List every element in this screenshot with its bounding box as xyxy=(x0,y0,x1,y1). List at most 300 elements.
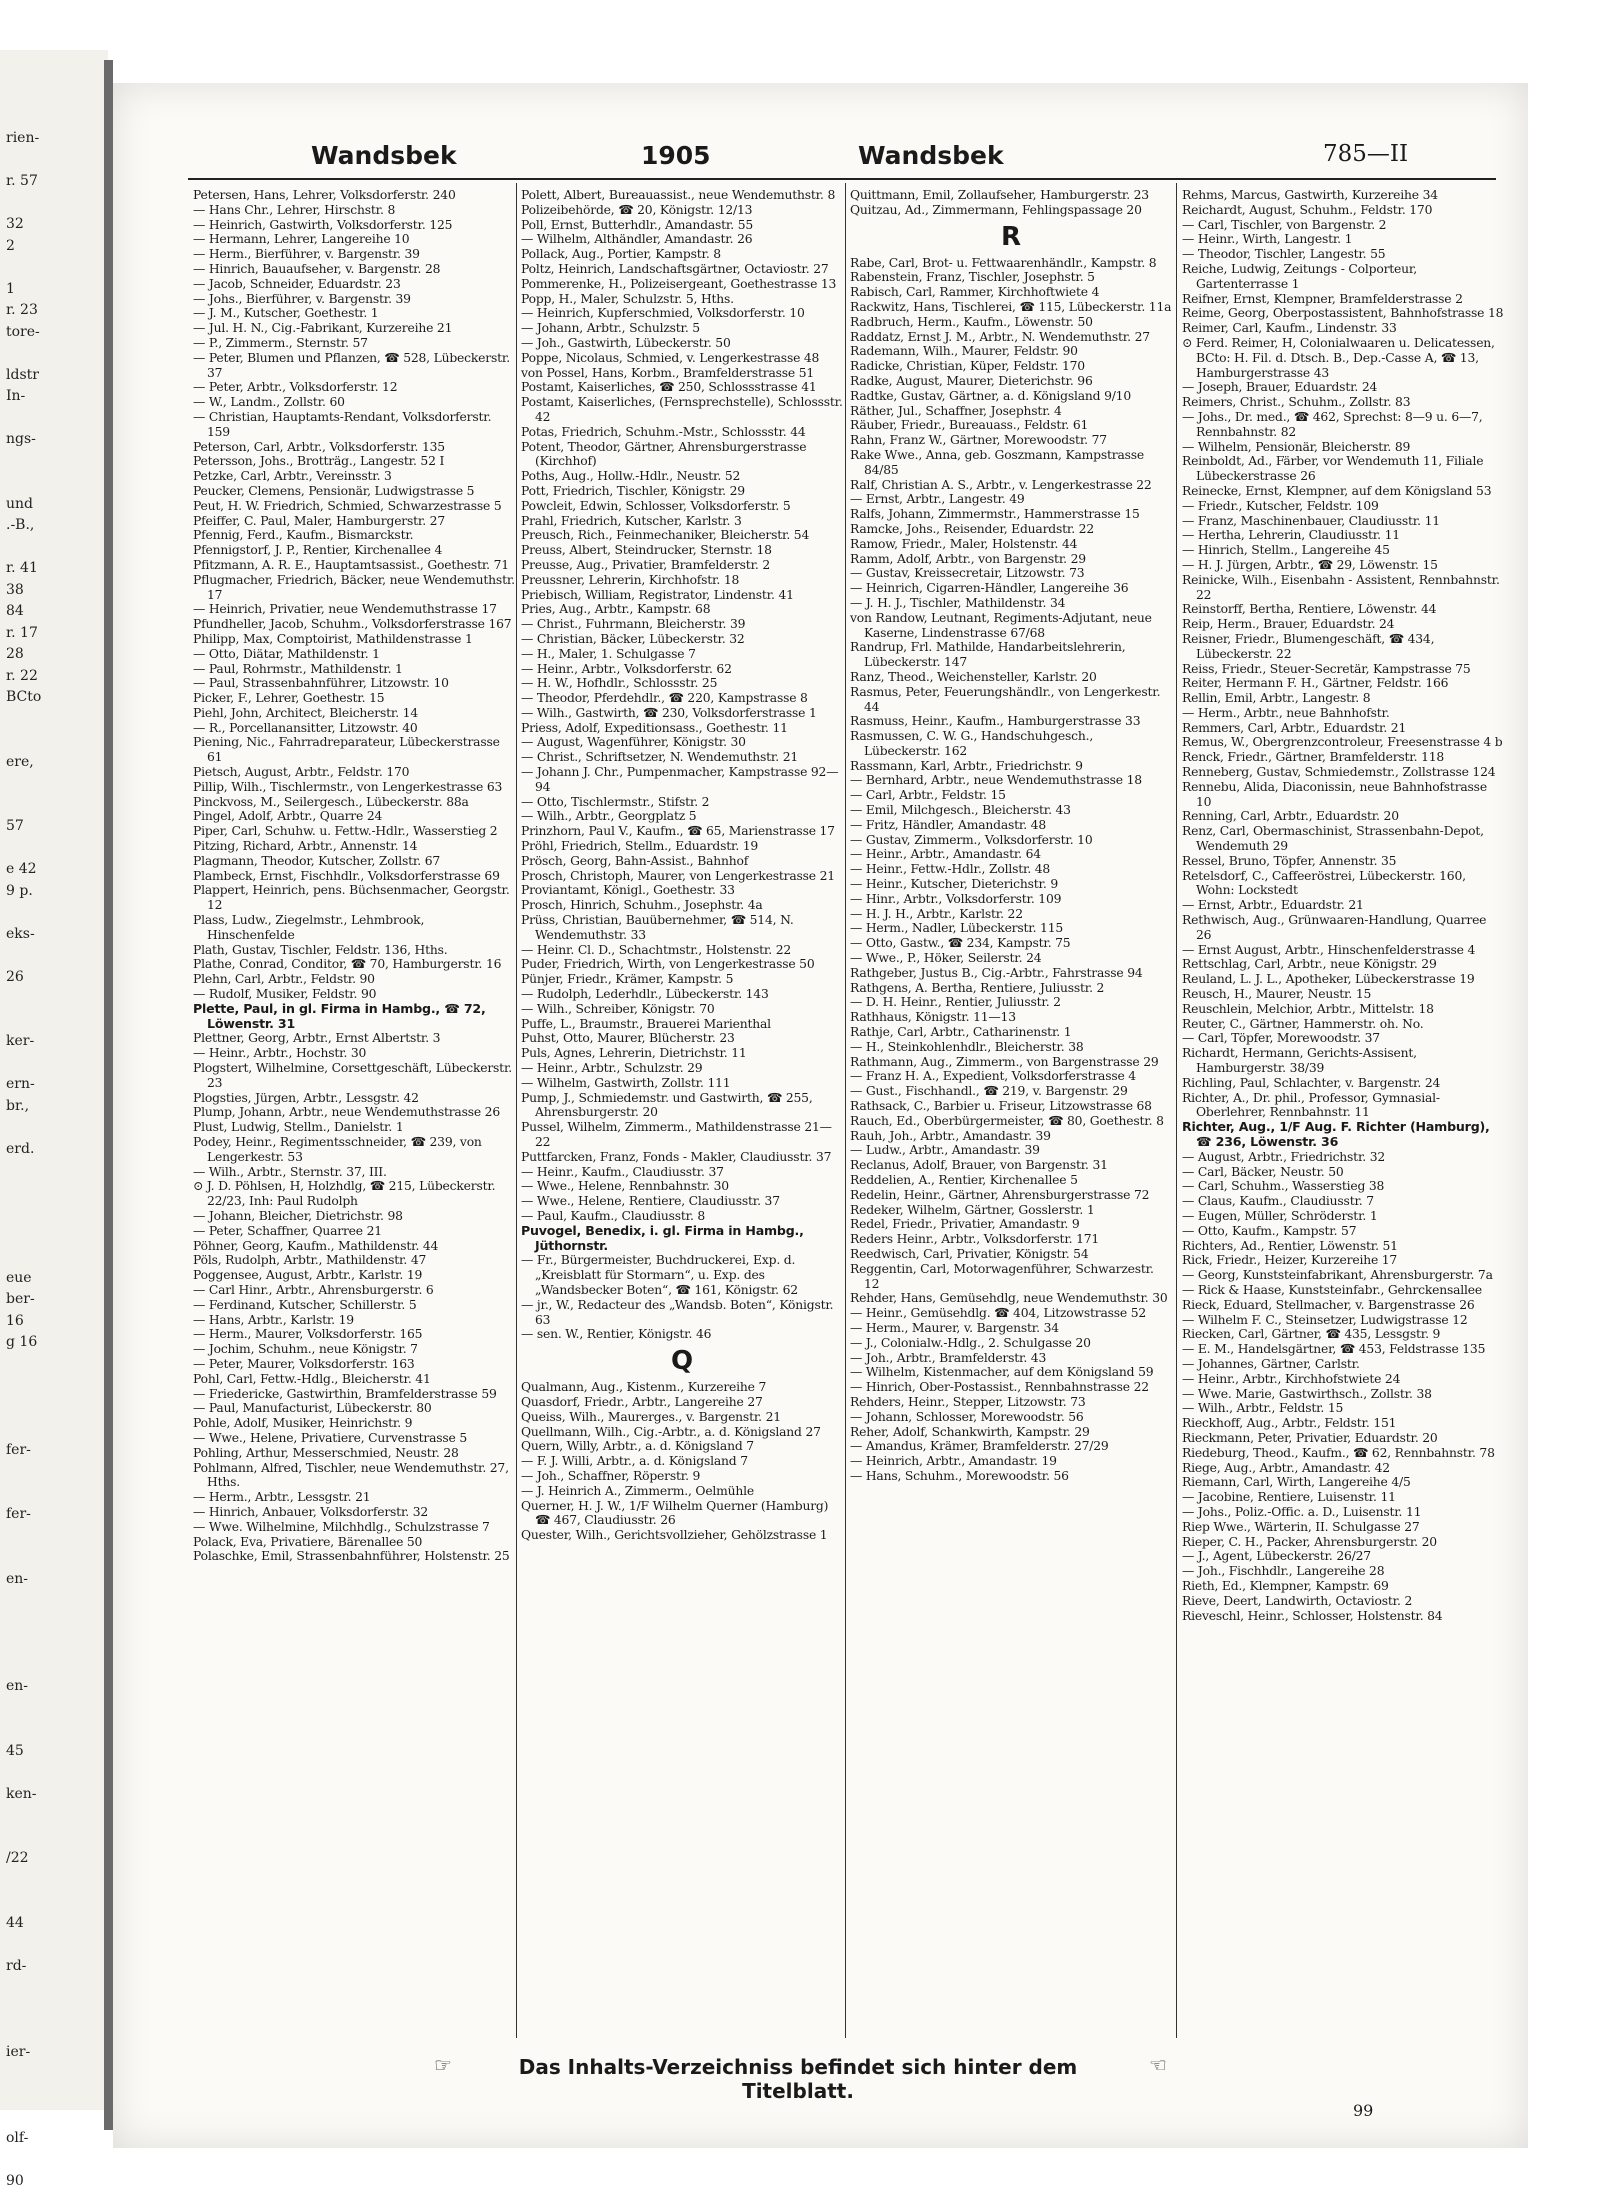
directory-entry: Radicke, Christian, Küper, Feldstr. 170 xyxy=(850,359,1085,374)
previous-page-fragment: BCto xyxy=(6,689,42,705)
directory-entry: Pietsch, August, Arbtr., Feldstr. 170 xyxy=(193,765,410,780)
directory-entry: — Joh., Gastwirth, Lübeckerstr. 50 xyxy=(521,335,731,350)
directory-entry: Rieper, C. H., Packer, Ahrensburgerstr. 20 xyxy=(1182,1534,1437,1549)
directory-entry: Pillip, Wilh., Tischlermstr., von Lengerkestrasse 63 xyxy=(193,779,503,794)
directory-entry: — Johannes, Gärtner, Carlstr. xyxy=(1182,1356,1360,1371)
directory-entry: Rathmann, Aug., Zimmerm., von Bargenstrasse 29 xyxy=(850,1054,1159,1069)
directory-entry: Polack, Eva, Privatiere, Bärenallee 50 xyxy=(193,1534,423,1549)
directory-entry: — H. W., Hofhdlr., Schlossstr. 25 xyxy=(521,676,718,691)
directory-entry: — Friedr., Kutscher, Feldstr. 109 xyxy=(1182,498,1379,513)
directory-entry: — Bernhard, Arbtr., neue Wendemuthstrasse 18 xyxy=(850,773,1142,788)
directory-entry: Pöls, Rudolph, Arbtr., Mathildenstr. 47 xyxy=(193,1253,427,1268)
directory-entry: — H., Maler, 1. Schulgasse 7 xyxy=(521,646,696,661)
directory-entry: Reuschlein, Melchior, Arbtr., Mittelstr. 18 xyxy=(1182,1001,1434,1016)
directory-entry: — Paul, Strassenbahnführer, Litzowstr. 10 xyxy=(193,676,449,691)
directory-entry: — Wwe., P., Höker, Seilerstr. 24 xyxy=(850,951,1042,966)
directory-entry: Polett, Albert, Bureauassist., neue Wendemuthstr. 8 xyxy=(521,188,836,202)
directory-entry: Rabe, Carl, Brot- u. Fettwaarenhändlr., Kampstr. 8 xyxy=(850,255,1157,270)
directory-entry: — Hinrich, Bauaufseher, v. Bargenstr. 28 xyxy=(193,261,441,276)
directory-entry: — Wilhelm, Althändler, Amandastr. 26 xyxy=(521,232,753,247)
directory-entry: Potent, Theodor, Gärtner, Ahrensburgerstrasse (Kirchhof) xyxy=(521,439,807,469)
previous-page-fragment: /22 xyxy=(6,1850,29,1866)
previous-page-fragment: ldstr xyxy=(6,366,39,383)
previous-page-fragment: fer- xyxy=(6,1441,31,1458)
directory-entry: Pussel, Wilhelm, Zimmerm., Mathildenstrasse 21—22 xyxy=(521,1120,832,1149)
previous-page-fragment: 90 xyxy=(6,2172,24,2189)
directory-entry: — Christian, Bäcker, Lübeckerstr. 32 xyxy=(521,631,745,646)
directory-entry: Reinboldt, Ad., Färber, vor Wendemuth 11, Filiale Lübeckerstrasse 26 xyxy=(1182,454,1484,484)
directory-entry: Reiter, Hermann F. H., Gärtner, Feldstr. 166 xyxy=(1182,676,1449,691)
directory-entry: — Paul, Kaufm., Claudiusstr. 8 xyxy=(521,1208,706,1223)
directory-entry: Riecken, Carl, Gärtner, ☎ 435, Lessgstr. 9 xyxy=(1182,1327,1441,1342)
directory-entry: — Heinrich, Privatier, neue Wendemuthstrasse 17 xyxy=(193,602,497,617)
directory-entry: Riege, Aug., Arbtr., Amandastr. 42 xyxy=(1182,1460,1390,1475)
directory-entry: Quasdorf, Friedr., Arbtr., Langereihe 27 xyxy=(521,1394,763,1409)
header-page-ref: 785—II xyxy=(1323,141,1409,167)
directory-entry: — Carl, Bäcker, Neustr. 50 xyxy=(1182,1164,1344,1179)
directory-entry: Reedwisch, Carl, Privatier, Königstr. 54 xyxy=(850,1246,1089,1261)
directory-entry: — Wilhelm F. C., Steinsetzer, Ludwigstrasse 12 xyxy=(1182,1312,1468,1327)
directory-entry: Plappert, Heinrich, pens. Büchsenmacher, Georgstr. 12 xyxy=(193,883,510,913)
previous-page-fragment: 84 xyxy=(6,603,24,619)
previous-page-fragment: e 42 xyxy=(6,861,37,877)
directory-entry: Picker, F., Lehrer, Goethestr. 15 xyxy=(193,691,385,706)
directory-entry: Reichardt, August, Schuhm., Feldstr. 170 xyxy=(1182,202,1433,217)
directory-entry: Reifner, Ernst, Klempner, Bramfelderstrasse 2 xyxy=(1182,291,1463,306)
directory-entry: Pfitzmann, A. R. E., Hauptamtsassist., Goethestr. 71 xyxy=(193,557,509,572)
directory-entry: — Wilh., Arbtr., Sternstr. 37, III. xyxy=(193,1164,387,1179)
directory-entry: Redeker, Wilhelm, Gärtner, Gosslerstr. 1 xyxy=(850,1202,1095,1217)
directory-entry: Querner, H. J. W., 1/F Wilhelm Querner (Hamburg) ☎ 467, Claudiusstr. 26 xyxy=(521,1498,829,1528)
directory-entry: — Rudolph, Lederhdlr., Lübeckerstr. 143 xyxy=(521,987,769,1002)
directory-entry: — Wwe. Marie, Gastwirthsch., Zollstr. 38 xyxy=(1182,1386,1432,1401)
directory-entry: — J. H. J., Tischler, Mathildenstr. 34 xyxy=(850,595,1066,610)
directory-entry: Poths, Aug., Hollw.-Hdlr., Neustr. 52 xyxy=(521,469,741,484)
previous-page-fragment: 28 xyxy=(6,646,24,662)
directory-entry: Polizeibehörde, ☎ 20, Königstr. 12/13 xyxy=(521,202,753,217)
previous-page-fragment: olf- xyxy=(6,2129,29,2146)
previous-page-fragment: en- xyxy=(6,1570,29,1587)
directory-entry: — Ferdinand, Kutscher, Schillerstr. 5 xyxy=(193,1297,417,1312)
directory-entry: Radtke, Gustav, Gärtner, a. d. Königsland 9/10 xyxy=(850,388,1131,403)
previous-page-fragment: r. 23 xyxy=(6,302,38,318)
directory-entry: Puder, Friedrich, Wirth, von Lengerkestrasse 50 xyxy=(521,957,815,972)
directory-entry: Rieckhoff, Aug., Arbtr., Feldstr. 151 xyxy=(1182,1416,1397,1431)
column-divider xyxy=(516,183,517,2038)
directory-entry: — Paul, Manufacturist, Lübeckerstr. 80 xyxy=(193,1401,432,1416)
directory-entry: Poltz, Heinrich, Landschaftsgärtner, Octaviostr. 27 xyxy=(521,261,829,276)
directory-entry: Petersson, Johs., Brotträg., Langestr. 52 I xyxy=(193,454,445,469)
directory-entry: Rabisch, Carl, Rammer, Kirchhoftwiete 4 xyxy=(850,285,1100,300)
directory-entry: Preuss, Albert, Steindrucker, Sternstr. 18 xyxy=(521,543,772,558)
directory-entry: Preusse, Aug., Privatier, Bramfelderstr. 2 xyxy=(521,557,771,572)
directory-entry: — Amandus, Krämer, Bramfelderstr. 27/29 xyxy=(850,1439,1109,1454)
directory-entry: — Otto, Tischlermstr., Stifstr. 2 xyxy=(521,794,710,809)
directory-entry: — Herm., Nadler, Lübeckerstr. 115 xyxy=(850,921,1064,936)
directory-entry: Rake Wwe., Anna, geb. Goszmann, Kampstrasse 84/85 xyxy=(850,447,1145,477)
directory-entry: — Christian, Hauptamts-Rendant, Volksdorferstr. 159 xyxy=(193,409,492,439)
directory-entry: Rassmann, Karl, Arbtr., Friedrichstr. 9 xyxy=(850,758,1083,773)
directory-entry: Rackwitz, Hans, Tischlerei, ☎ 115, Lübeckerstr. 11a xyxy=(850,299,1172,314)
directory-entry: Prüss, Christian, Bauübernehmer, ☎ 514, N. Wendemuthstr. 33 xyxy=(521,913,794,942)
directory-entry: von Randow, Leutnant, Regiments-Adjutant, neue Kaserne, Lindenstrasse 67/68 xyxy=(850,610,1152,640)
directory-entry: Puttfarcken, Franz, Fonds - Makler, Claudiusstr. 37 xyxy=(521,1149,832,1164)
directory-entry: — Emil, Milchgesch., Bleicherstr. 43 xyxy=(850,803,1071,818)
directory-entry: Prosch, Christoph, Maurer, von Lengerkestrasse 21 xyxy=(521,868,835,883)
header-left-town: Wandsbek xyxy=(311,141,457,170)
directory-entry: Poppe, Nicolaus, Schmied, v. Lengerkestrasse 48 xyxy=(521,350,820,365)
directory-entry: — August, Arbtr., Friedrichstr. 32 xyxy=(1182,1149,1386,1164)
directory-entry: Pott, Friedrich, Tischler, Königstr. 29 xyxy=(521,483,745,498)
directory-entry: Räuber, Friedr., Bureauass., Feldstr. 61 xyxy=(850,418,1089,433)
previous-page-fragment: en- xyxy=(6,1678,29,1694)
directory-entry: — Rick & Haase, Kunststeinfabr., Gehrckensallee xyxy=(1182,1282,1482,1297)
directory-entry: — Ernst August, Arbtr., Hinschenfelderstrasse 4 xyxy=(1182,942,1476,957)
directory-entry: Rabenstein, Franz, Tischler, Josephstr. 5 xyxy=(850,270,1095,285)
directory-entry: — Ernst, Arbtr., Eduardstr. 21 xyxy=(1182,898,1364,913)
directory-entry: — Heinr., Arbtr., Hochstr. 30 xyxy=(193,1046,367,1061)
directory-entry: Pohl, Carl, Fettw.-Hdlg., Bleicherstr. 41 xyxy=(193,1371,431,1386)
directory-entry: — Rudolf, Musiker, Feldstr. 90 xyxy=(193,987,377,1002)
previous-page-fragment: fer- xyxy=(6,1506,31,1522)
directory-entry: — Johs., Bierführer, v. Bargenstr. 39 xyxy=(193,291,411,306)
directory-entry: — Herm., Arbtr., neue Bahnhofstr. xyxy=(1182,705,1390,720)
directory-entry: — Herm., Maurer, v. Bargenstr. 34 xyxy=(850,1320,1059,1335)
directory-entry: — Carl Hinr., Arbtr., Ahrensburgerstr. 6 xyxy=(193,1282,434,1297)
directory-entry: — Johs., Dr. med., ☎ 462, Sprechst: 8—9 u. 6—7, Rennbahnstr. 82 xyxy=(1182,409,1483,439)
directory-entry: Rasmuss, Heinr., Kaufm., Hamburgerstrasse 33 xyxy=(850,714,1141,729)
directory-entry: Reinecke, Ernst, Klempner, auf dem Königsland 53 xyxy=(1182,483,1492,498)
directory-entry: Rieve, Deert, Landwirth, Octaviostr. 2 xyxy=(1182,1593,1413,1608)
directory-entry: — Hermann, Lehrer, Langereihe 10 xyxy=(193,232,410,247)
directory-entry: — Hinrich, Stellm., Langereihe 45 xyxy=(1182,543,1390,558)
directory-entry: Pitzing, Richard, Arbtr., Annenstr. 14 xyxy=(193,839,418,854)
directory-entry: Renck, Friedr., Gärtner, Bramfelderstr. 118 xyxy=(1182,750,1445,765)
directory-entry: Rehders, Heinr., Stepper, Litzowstr. 73 xyxy=(850,1394,1086,1409)
directory-entry: Rettschlag, Carl, Arbtr., neue Königstr. 29 xyxy=(1182,957,1437,972)
directory-entry: Remmers, Carl, Arbtr., Eduardstr. 21 xyxy=(1182,720,1407,735)
directory-entry: Rathgeber, Justus B., Cig.-Arbtr., Fahrstrasse 94 xyxy=(850,965,1143,980)
directory-entry: — J., Agent, Lübeckerstr. 26/27 xyxy=(1182,1549,1371,1564)
directory-entry: Rieth, Ed., Klempner, Kampstr. 69 xyxy=(1182,1578,1389,1593)
previous-page-fragment: ker- xyxy=(6,1033,35,1049)
directory-entry: Retelsdorf, C., Caffeeröstrei, Lübeckerstr. 160, Wohn: Lockstedt xyxy=(1182,868,1466,898)
directory-entry: Peut, H. W. Friedrich, Schmied, Schwarzestrasse 5 xyxy=(193,498,502,513)
directory-entry: Remus, W., Obergrenzcontroleur, Freesenstrasse 4 b xyxy=(1182,735,1503,750)
directory-entry: — Heinr., Arbtr., Schulzstr. 29 xyxy=(521,1061,703,1076)
directory-entry: Poggensee, August, Arbtr., Karlstr. 19 xyxy=(193,1268,423,1283)
directory-entry: — Carl, Töpfer, Morewoodstr. 37 xyxy=(1182,1031,1380,1046)
directory-entry: Richling, Paul, Schlachter, v. Bargenstr. 24 xyxy=(1182,1075,1441,1090)
directory-entry: — Gustav, Kreissecretair, Litzowstr. 73 xyxy=(850,566,1085,581)
directory-entry: Preussner, Lehrerin, Kirchhofstr. 18 xyxy=(521,572,740,587)
directory-entry: Rehms, Marcus, Gastwirth, Kurzereihe 34 xyxy=(1182,188,1438,202)
directory-entry: — Otto, Kaufm., Kampstr. 57 xyxy=(1182,1223,1357,1238)
directory-entry: Richardt, Hermann, Gerichts-Assisent, Hamburgerstr. 38/39 xyxy=(1182,1046,1417,1076)
directory-entry: Pingel, Adolf, Arbtr., Quarre 24 xyxy=(193,809,383,824)
directory-entry: — sen. W., Rentier, Königstr. 46 xyxy=(521,1327,712,1342)
directory-entry: Polaschke, Emil, Strassenbahnführer, Holstenstr. 25 xyxy=(193,1549,510,1564)
directory-entry: Richters, Ad., Rentier, Löwenstr. 51 xyxy=(1182,1238,1398,1253)
previous-page-fragment: ken- xyxy=(6,1785,37,1802)
directory-entry: Rennebu, Alida, Diaconissin, neue Bahnhofstrasse 10 xyxy=(1182,779,1487,809)
previous-page-fragment: 38 xyxy=(6,581,24,598)
directory-entry: — Wilh., Arbtr., Georgplatz 5 xyxy=(521,809,697,824)
previous-page-fragment: 9 p. xyxy=(6,882,33,899)
directory-entry: Reuter, C., Gärtner, Hammerstr. oh. No. xyxy=(1182,1016,1424,1031)
directory-entry: Reime, Georg, Oberpostassistent, Bahnhofstrasse 18 xyxy=(1182,306,1504,321)
directory-entry: — J., Colonialw.-Hdlg., 2. Schulgasse 20 xyxy=(850,1335,1091,1350)
directory-entry: Plathe, Conrad, Conditor, ☎ 70, Hamburgerstr. 16 xyxy=(193,957,502,972)
directory-entry: — Ludw., Arbtr., Amandastr. 39 xyxy=(850,1143,1040,1158)
directory-entry: Plump, Johann, Arbtr., neue Wendemuthstrasse 26 xyxy=(193,1105,500,1120)
directory-entry: Plettner, Georg, Arbtr., Ernst Albertstr. 3 xyxy=(193,1031,441,1046)
directory-entry: Rauch, Ed., Oberbürgermeister, ☎ 80, Goethestr. 8 xyxy=(850,1113,1164,1128)
directory-entry: Rehder, Hans, Gemüsehdlg, neue Wendemuthstr. 30 xyxy=(850,1291,1168,1306)
directory-entry: Richter, Aug., 1/F Aug. F. Richter (Hamburg), ☎ 236, Löwenstr. 36 xyxy=(1182,1119,1490,1149)
directory-entry: Puffe, L., Braumstr., Brauerei Marienthal xyxy=(521,1016,771,1031)
directory-entry: Reinicke, Wilh., Eisenbahn - Assistent, Rennbahnstr. 22 xyxy=(1182,572,1500,602)
directory-entry: — Heinrich, Gastwirth, Volksdorferstr. 125 xyxy=(193,217,453,232)
directory-entry: — Herm., Maurer, Volksdorferstr. 165 xyxy=(193,1327,423,1342)
directory-entry: Quitzau, Ad., Zimmermann, Fehlingspassage 20 xyxy=(850,202,1142,217)
column-4 xyxy=(1182,188,1504,2043)
directory-entry: Queiss, Wilh., Maurerges., v. Bargenstr. 21 xyxy=(521,1409,781,1424)
previous-page-fragment: ere, xyxy=(6,753,34,770)
directory-entry: Podey, Heinr., Regimentsschneider, ☎ 239, von Lengerkestr. 53 xyxy=(193,1135,482,1164)
directory-entry: — Franz, Maschinenbauer, Claudiusstr. 11 xyxy=(1182,513,1440,528)
previous-page-fragment: 44 xyxy=(6,1914,24,1931)
directory-entry: Redelin, Heinr., Gärtner, Ahrensburgerstrasse 72 xyxy=(850,1187,1150,1202)
directory-entry: — Paul, Rohrmstr., Mathildenstr. 1 xyxy=(193,661,403,676)
directory-entry: — Peter, Maurer, Volksdorferstr. 163 xyxy=(193,1356,415,1371)
previous-page-fragment: eks- xyxy=(6,925,35,942)
directory-entry: Reusch, H., Maurer, Neustr. 15 xyxy=(1182,987,1372,1002)
directory-entry: Pump, J., Schmiedemstr. und Gastwirth, ☎ 255, Ahrensburgerstr. 20 xyxy=(521,1090,813,1120)
directory-entry: — Hans Chr., Lehrer, Hirschstr. 8 xyxy=(193,202,396,217)
directory-entry: — Heinr. Cl. D., Schachtmstr., Holstenstr. 22 xyxy=(521,942,791,957)
directory-entry: — Gustav, Zimmerm., Volksdorferstr. 10 xyxy=(850,832,1093,847)
directory-entry: Renneberg, Gustav, Schmiedemstr., Zollstrasse 124 xyxy=(1182,765,1496,780)
directory-entry: Randrup, Frl. Mathilde, Handarbeitslehrerin, Lübeckerstr. 147 xyxy=(850,640,1126,670)
directory-entry: Riemann, Carl, Wirth, Langereihe 4/5 xyxy=(1182,1475,1411,1490)
directory-entry: Pries, Aug., Arbtr., Kampstr. 68 xyxy=(521,602,711,617)
directory-entry: — Herm., Arbtr., Lessgstr. 21 xyxy=(193,1490,371,1505)
directory-entry: — Hinrich, Ober-Postassist., Rennbahnstrasse 22 xyxy=(850,1380,1149,1395)
column-1 xyxy=(193,188,515,2043)
directory-entry: Pünjer, Friedr., Krämer, Kampstr. 5 xyxy=(521,972,734,987)
page-header xyxy=(113,141,1528,175)
directory-entry: Piehl, John, Architect, Bleicherstr. 14 xyxy=(193,705,418,720)
directory-entry: — Otto, Gastw., ☎ 234, Kampstr. 75 xyxy=(850,936,1071,951)
directory-entry: — F. J. Willi, Arbtr., a. d. Königsland 7 xyxy=(521,1454,748,1469)
directory-entry: — Heinr., Kaufm., Claudiusstr. 37 xyxy=(521,1164,724,1179)
directory-entry: Peterson, Carl, Arbtr., Volksdorferstr. 135 xyxy=(193,439,445,454)
directory-entry: Quellmann, Wilh., Cig.-Arbtr., a. d. Königsland 27 xyxy=(521,1424,821,1439)
column-2 xyxy=(521,188,843,2043)
directory-entry: Piening, Nic., Fahrradreparateur, Lübeckerstrasse 61 xyxy=(193,735,500,765)
directory-entry: — H. J. Jürgen, Arbtr., ☎ 29, Löwenstr. 15 xyxy=(1182,557,1438,572)
directory-entry: — Peter, Arbtr., Volksdorferstr. 12 xyxy=(193,380,398,395)
directory-entry: Rahn, Franz W., Gärtner, Morewoodstr. 77 xyxy=(850,433,1107,448)
directory-entry: — Wilhelm, Gastwirth, Zollstr. 111 xyxy=(521,1075,731,1090)
directory-entry: — Heinr., Arbtr., Amandastr. 64 xyxy=(850,847,1041,862)
directory-entry: Riep Wwe., Wärterin, II. Schulgasse 27 xyxy=(1182,1519,1420,1534)
directory-entry: Ramm, Adolf, Arbtr., von Bargenstr. 29 xyxy=(850,551,1086,566)
directory-entry: — R., Porcellanansitter, Litzowstr. 40 xyxy=(193,720,418,735)
directory-entry: — Jacobine, Rentiere, Luisenstr. 11 xyxy=(1182,1490,1396,1505)
directory-entry: Rethwisch, Aug., Grünwaaren-Handlung, Quarree 26 xyxy=(1182,913,1487,942)
directory-entry: — Heinr., Arbtr., Volksdorferstr. 62 xyxy=(521,661,732,676)
directory-entry: Räther, Jul., Schaffner, Josephstr. 4 xyxy=(850,403,1062,418)
header-year: 1905 xyxy=(641,141,711,170)
previous-page-fragment: g 16 xyxy=(6,1334,38,1350)
directory-entry: Riedeburg, Theod., Kaufm., ☎ 62, Rennbahnstr. 78 xyxy=(1182,1445,1495,1460)
directory-entry: — Christ., Schriftsetzer, N. Wendemuthstr. 21 xyxy=(521,750,799,765)
directory-entry: Reinstorff, Bertha, Rentiere, Löwenstr. 44 xyxy=(1182,602,1437,617)
directory-entry: — Wwe. Wilhelmine, Milchhdlg., Schulzstrasse 7 xyxy=(193,1519,490,1534)
column-3 xyxy=(850,188,1172,2043)
directory-entry: Rick, Friedr., Heizer, Kurzereihe 17 xyxy=(1182,1253,1398,1268)
previous-page-fragment: und xyxy=(6,495,33,512)
directory-entry: Plehn, Carl, Arbtr., Feldstr. 90 xyxy=(193,972,375,987)
directory-entry: — Christ., Fuhrmann, Bleicherstr. 39 xyxy=(521,617,746,632)
directory-entry: Pfennigstorf, J. P., Rentier, Kirchenallee 4 xyxy=(193,543,443,558)
directory-entry: — Hinrich, Anbauer, Volksdorferstr. 32 xyxy=(193,1504,429,1519)
directory-entry: — Joh., Schaffner, Röperstr. 9 xyxy=(521,1468,701,1483)
directory-entry: — Franz H. A., Expedient, Volksdorferstrasse 4 xyxy=(850,1069,1136,1084)
directory-entry: — Jul. H. N., Cig.-Fabrikant, Kurzereihe 21 xyxy=(193,321,453,336)
directory-entry: — Heinr., Fettw.-Hdlr., Zollstr. 48 xyxy=(850,862,1051,877)
previous-page-fragment: rd- xyxy=(6,1957,27,1974)
directory-entry: — Theodor, Tischler, Langestr. 55 xyxy=(1182,247,1386,262)
directory-entry: — Hans, Arbtr., Karlstr. 19 xyxy=(193,1312,354,1327)
directory-entry: — Jacob, Schneider, Eduardstr. 23 xyxy=(193,276,401,291)
directory-entry: Plambeck, Ernst, Fischhdlr., Volksdorferstrasse 69 xyxy=(193,868,500,883)
directory-entry: — Heinrich, Cigarren-Händler, Langereihe 36 xyxy=(850,581,1129,596)
directory-entry: — Wilhelm, Kistenmacher, auf dem Königsland 59 xyxy=(850,1365,1154,1380)
directory-entry: — D. H. Heinr., Rentier, Juliusstr. 2 xyxy=(850,995,1061,1010)
directory-entry: von Possel, Hans, Korbm., Bramfelderstrasse 51 xyxy=(521,365,815,380)
previous-page-edge xyxy=(0,50,108,2189)
directory-entry: Plust, Ludwig, Stellm., Danielstr. 1 xyxy=(193,1120,404,1135)
directory-entry: Rellin, Emil, Arbtr., Langestr. 8 xyxy=(1182,691,1371,706)
footer-text: Das Inhalts-Verzeichniss befindet sich hinter dem Titelblatt. xyxy=(518,2055,1078,2103)
directory-entry: — Fritz, Händler, Amandastr. 48 xyxy=(850,817,1046,832)
directory-entry: Reimers, Christ., Schuhm., Zollstr. 83 xyxy=(1182,395,1411,410)
directory-entry: — Heinrich, Kupferschmied, Volksdorferstr. 10 xyxy=(521,306,805,321)
header-right-town: Wandsbek xyxy=(858,141,1004,170)
directory-entry: — J. Heinrich A., Zimmerm., Oelmühle xyxy=(521,1483,755,1498)
directory-entry: — Johs., Poliz.-Offic. a. D., Luisenstr. 11 xyxy=(1182,1504,1422,1519)
directory-entry: Rathgens, A. Bertha, Rentiere, Juliusstr. 2 xyxy=(850,980,1105,995)
previous-page-fragment: 45 xyxy=(6,1742,24,1759)
directory-entry: — Johann, Arbtr., Schulzstr. 5 xyxy=(521,321,700,336)
directory-entry: — Heinrich, Arbtr., Amandastr. 19 xyxy=(850,1454,1057,1469)
directory-entry: Pohle, Adolf, Musiker, Heinrichstr. 9 xyxy=(193,1416,413,1431)
directory-entry: — Wilh., Schreiber, Königstr. 70 xyxy=(521,1001,715,1016)
previous-page-fragment: tore- xyxy=(6,323,40,340)
column-divider xyxy=(1176,183,1177,2038)
directory-entry: Rasmussen, C. W. G., Handschuhgesch., Lübeckerstr. 162 xyxy=(850,729,1094,758)
directory-entry: — Hertha, Lehrerin, Claudiusstr. 11 xyxy=(1182,528,1400,543)
directory-entry: Pinckvoss, M., Seilergesch., Lübeckerstr. 88a xyxy=(193,794,469,809)
directory-entry: — Georg, Kunststeinfabrikant, Ahrensburgerstr. 7a xyxy=(1182,1268,1493,1283)
directory-entry: — H. J. H., Arbtr., Karlstr. 22 xyxy=(850,906,1023,921)
directory-entry: Pröhl, Friedrich, Stellm., Eduardstr. 19 xyxy=(521,839,759,854)
previous-page-fragment: In- xyxy=(6,388,26,404)
directory-entry: Reher, Adolf, Schankwirth, Kampstr. 29 xyxy=(850,1424,1090,1439)
directory-entry: ⊙ Ferd. Reimer, H, Colonialwaaren u. Delicatessen, BCto: H. Fil. d. Dtsch. B., Dep.-Casse A, ☎ 13, Hamburgerstrasse 43 xyxy=(1182,335,1495,380)
directory-entry: — Joh., Fischhdlr., Langereihe 28 xyxy=(1182,1564,1385,1579)
previous-page-fragment: r. 41 xyxy=(6,560,38,576)
directory-entry: Rathsack, C., Barbier u. Friseur, Litzowstrasse 68 xyxy=(850,1099,1152,1114)
previous-page-fragment: 32 xyxy=(6,216,24,232)
directory-entry: Pohling, Arthur, Messerschmied, Neustr. 28 xyxy=(193,1445,459,1460)
directory-entry: — Friedericke, Gastwirthin, Bramfelderstrasse 59 xyxy=(193,1386,497,1401)
directory-entry: Prinzhorn, Paul V., Kaufm., ☎ 65, Marienstrasse 17 xyxy=(521,824,835,839)
directory-entry: Radke, August, Maurer, Dieterichstr. 96 xyxy=(850,373,1093,388)
previous-page-fragment: erd. xyxy=(6,1140,35,1157)
directory-entry: Rasmus, Peter, Feuerungshändlr., von Lengerkestr. 44 xyxy=(850,684,1161,714)
directory-entry: — Peter, Schaffner, Quarree 21 xyxy=(193,1223,382,1238)
directory-entry: — Claus, Kaufm., Claudiusstr. 7 xyxy=(1182,1194,1374,1209)
directory-entry: Pflugmacher, Friedrich, Bäcker, neue Wendemuthstr. 17 xyxy=(193,572,515,602)
directory-entry: Popp, H., Maler, Schulzstr. 5, Hths. xyxy=(521,291,734,306)
previous-page-fragment: r. 57 xyxy=(6,173,38,189)
directory-entry: Pollack, Aug., Portier, Kampstr. 8 xyxy=(521,247,721,262)
directory-entry: — Joseph, Brauer, Eduardstr. 24 xyxy=(1182,380,1378,395)
directory-entry: Preusch, Rich., Feinmechaniker, Bleicherstr. 54 xyxy=(521,528,810,543)
directory-entry: Prosch, Hinrich, Schuhm., Josephstr. 4a xyxy=(521,898,763,913)
directory-entry: — August, Wagenführer, Königstr. 30 xyxy=(521,735,746,750)
previous-page-fragment: 16 xyxy=(6,1312,24,1329)
directory-entry: Reclanus, Adolf, Brauer, von Bargenstr. 31 xyxy=(850,1158,1108,1173)
directory-entry: Priebisch, William, Registrator, Lindenstr. 41 xyxy=(521,587,794,602)
directory-entry: Proviantamt, Königl., Goethestr. 33 xyxy=(521,883,735,898)
directory-entry: — Carl, Arbtr., Feldstr. 15 xyxy=(850,788,1006,803)
directory-entry: Rieck, Eduard, Stellmacher, v. Bargenstrasse 26 xyxy=(1182,1297,1475,1312)
directory-entry: Quittmann, Emil, Zollaufseher, Hamburgerstr. 23 xyxy=(850,188,1149,202)
directory-entry: — Wilh., Arbtr., Feldstr. 15 xyxy=(1182,1401,1344,1416)
directory-entry: Ranz, Theod., Weichensteller, Karlstr. 20 xyxy=(850,669,1097,684)
directory-entry: ⊙ J. D. Pöhlsen, H, Holzhdlg, ☎ 215, Lübeckerstr. 22/23, Inh: Paul Rudolph xyxy=(193,1179,496,1209)
directory-entry: Renning, Carl, Arbtr., Eduardstr. 20 xyxy=(1182,809,1399,824)
directory-entry: Prahl, Friedrich, Kutscher, Karlstr. 3 xyxy=(521,513,742,528)
directory-entry: Plass, Ludw., Ziegelmstr., Lehmbrook, Hinschenfelde xyxy=(193,913,425,942)
directory-entry: — Herm., Bierführer, v. Bargenstr. 39 xyxy=(193,247,420,262)
directory-entry: — Wwe., Helene, Rennbahnstr. 30 xyxy=(521,1179,729,1194)
pointing-hand-right-icon: ☞ xyxy=(434,2053,452,2077)
directory-entry: — Carl, Tischler, von Bargenstr. 2 xyxy=(1182,217,1387,232)
directory-entry: — Heinr., Arbtr., Kirchhofstwiete 24 xyxy=(1182,1371,1401,1386)
directory-entry: Reimer, Carl, Kaufm., Lindenstr. 33 xyxy=(1182,321,1397,336)
directory-entry: — Otto, Diätar, Mathildenstr. 1 xyxy=(193,646,380,661)
directory-entry: Renz, Carl, Obermaschinist, Strassenbahn-Depot, Wendemuth 29 xyxy=(1182,824,1484,854)
directory-entry: — Wilh., Gastwirth, ☎ 230, Volksdorferstrasse 1 xyxy=(521,705,817,720)
directory-entry: Puvogel, Benedix, i. gl. Firma in Hambg., Jüthornstr. xyxy=(521,1222,804,1253)
directory-entry: Reip, Herm., Brauer, Eduardstr. 24 xyxy=(1182,617,1395,632)
directory-entry: Petzke, Carl, Arbtr., Vereinsstr. 3 xyxy=(193,469,392,484)
directory-entry: — Theodor, Pferdehdlr., ☎ 220, Kampstrasse 8 xyxy=(521,691,808,706)
directory-entry: — E. M., Handelsgärtner, ☎ 453, Feldstrasse 135 xyxy=(1182,1342,1486,1357)
directory-entry: Poll, Ernst, Butterhdlr., Amandastr. 55 xyxy=(521,217,754,232)
directory-entry: Potas, Friedrich, Schuhm.-Mstr., Schlossstr. 44 xyxy=(521,424,806,439)
directory-entry: Rathje, Carl, Arbtr., Catharinenstr. 1 xyxy=(850,1025,1072,1040)
directory-entry: — Heinr., Gemüsehdlg. ☎ 404, Litzowstrasse 52 xyxy=(850,1306,1147,1321)
directory-entry: Rathhaus, Königstr. 11—13 xyxy=(850,1010,1016,1025)
directory-entry: — Fr., Bürgermeister, Buchdruckerei, Exp. d. „Kreisblatt für Stormarn“, u. Exp. des „Wandsbecker Boten“, ☎ 161, Königstr. 62 xyxy=(521,1253,798,1297)
